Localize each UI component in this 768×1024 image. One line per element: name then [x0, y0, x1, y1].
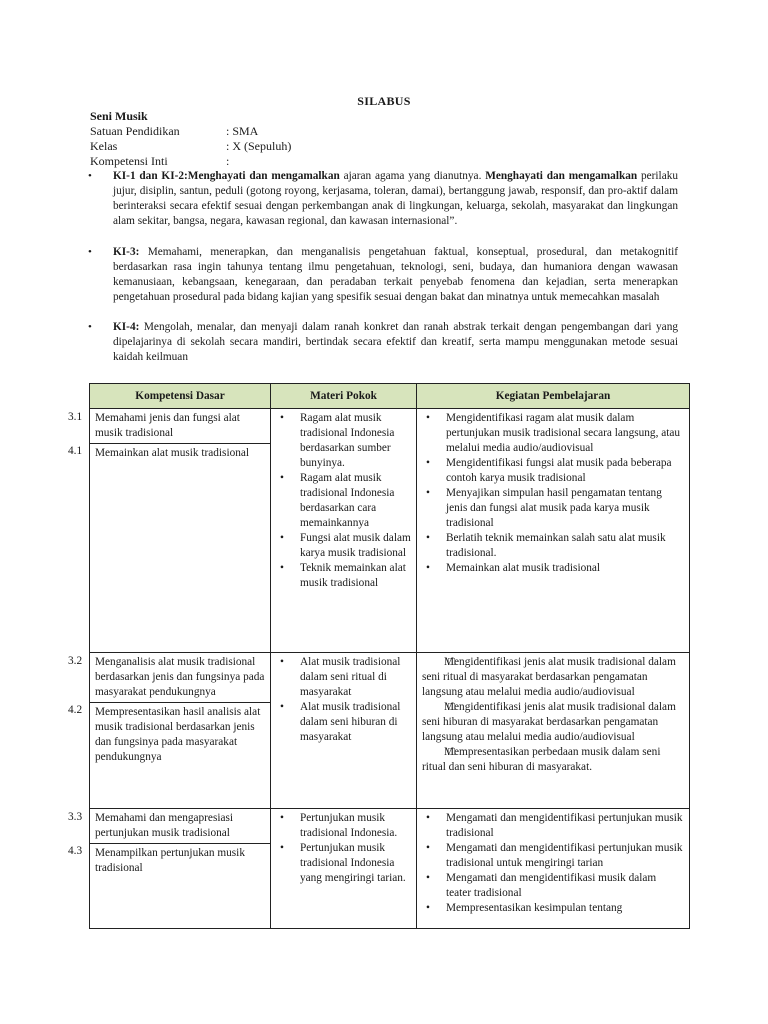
kompetensi-dasar-item: Memahami jenis dan fungsi alat musik tradisional — [95, 412, 240, 439]
list-item: • Menyajikan simpulan hasil pengamatan tentang jenis dan fungsi alat musik pada karya musik tradisional — [422, 486, 684, 531]
kompetensi-dasar-item: Memainkan alat musik tradisional — [90, 443, 270, 463]
ki-text-part: Menghayati dan mengamalkan — [485, 170, 638, 182]
ki-paragraph — [90, 169, 678, 229]
bullet-icon: • — [88, 321, 92, 333]
kompetensi-dasar-cell — [90, 409, 271, 653]
list-item: □ Mempresentasikan perbedaan musik dalam seni ritual dan seni hiburan di masyarakat. — [422, 745, 684, 775]
list-item: • Pertunjukan musik tradisional Indonesia yang mengiringi tarian. — [276, 841, 411, 886]
table-header-row — [90, 384, 690, 409]
kegiatan-pembelajaran-cell — [417, 653, 690, 809]
meta-row — [90, 154, 229, 169]
ki-text — [113, 245, 678, 305]
kegiatan-pembelajaran-cell — [417, 809, 690, 929]
list-item: • Ragam alat musik tradisional Indonesia berdasarkan sumber bunyinya. — [276, 411, 411, 471]
list-item: • Mengamati dan mengidentifikasi musik dalam teater tradisional — [422, 871, 684, 901]
ki-label: KI-4: — [113, 321, 140, 333]
ki-paragraph — [90, 320, 678, 365]
list-item: • Mengidentifikasi ragam alat musik dalam pertunjukan musik tradisional secara langsung, atau melalui media audio/audiovisual — [422, 411, 684, 456]
kd-number: 4.3 — [68, 845, 83, 857]
kompetensi-dasar-cell — [90, 809, 271, 929]
list-item: • Mengidentifikasi fungsi alat musik pada beberapa contoh karya musik tradisional — [422, 456, 684, 486]
kd-number: 3.1 — [68, 411, 83, 423]
kd-number: 3.2 — [68, 655, 83, 667]
silabus-table — [89, 383, 690, 929]
bullet-icon: • — [88, 246, 92, 258]
doc-title: SILABUS — [357, 94, 411, 108]
ki-text — [113, 169, 678, 229]
ki-paragraph — [90, 245, 678, 305]
kegiatan-pembelajaran-cell — [417, 409, 690, 653]
kompetensi-dasar-cell — [90, 653, 271, 809]
list-item: • Alat musik tradisional dalam seni hiburan di masyarakat — [276, 700, 411, 745]
materi-pokok-cell — [271, 409, 417, 653]
list-item: □ Mengidentifikasi jenis alat musik tradisional dalam seni hiburan di masyarakat berdasarkan pengamatan langsung atau melalui media audio/audiovisual — [422, 700, 684, 745]
list-item: • Mengamati dan mengidentifikasi pertunjukan musik tradisional — [422, 811, 684, 841]
ki-label: KI-1 dan KI-2: — [113, 170, 188, 182]
kompetensi-dasar-item: Menganalisis alat musik tradisional berdasarkan jenis dan fungsinya pada masyarakat pendukungnya — [95, 656, 265, 698]
list-item: • Alat musik tradisional dalam seni ritual di masyarakat — [276, 655, 411, 700]
meta-value: : X (Sepuluh) — [226, 139, 292, 153]
list-item: □ Mengidentifikasi jenis alat musik tradisional dalam seni ritual di masyarakat berdasarkan pengamatan langsung atau melalui media audio/audiovisual — [422, 655, 684, 700]
ki-text — [113, 320, 678, 365]
ki-label: KI-3: — [113, 246, 140, 258]
meta-key: Satuan Pendidikan — [90, 124, 180, 138]
ki-text-part: Mengolah, menalar, dan menyaji dalam ranah konkret dan ranah abstrak terkait dengan pengembangan dari yang dipelajarinya di sekolah secara mandiri, bertindak secara efektif dan kreatif, serta mampu menggunakan metode sesuai kaidah keilmuan — [113, 321, 678, 363]
meta-row — [90, 139, 291, 154]
table-row — [90, 809, 690, 929]
table-row — [90, 653, 690, 809]
list-item: • Berlatih teknik memainkan salah satu alat musik tradisional. — [422, 531, 684, 561]
kompetensi-dasar-item: Menampilkan pertunjukan musik tradisional — [90, 843, 270, 878]
doc-subject: Seni Musik — [90, 109, 148, 123]
list-item: • Mempresentasikan kesimpulan tentang — [422, 901, 684, 916]
kd-number: 4.1 — [68, 445, 83, 457]
materi-pokok-cell — [271, 809, 417, 929]
list-item: • Ragam alat musik tradisional Indonesia berdasarkan cara memainkannya — [276, 471, 411, 531]
ki-text-part: ajaran agama yang dianutnya. — [339, 170, 486, 182]
kd-number: 3.3 — [68, 811, 83, 823]
list-item: • Pertunjukan musik tradisional Indonesia. — [276, 811, 411, 841]
meta-row — [90, 124, 258, 139]
header-kompetensi-dasar: Kompetensi Dasar — [90, 384, 271, 409]
meta-key: Kelas — [90, 139, 118, 153]
meta-value: : — [226, 154, 230, 168]
kompetensi-dasar-item: Memahami dan mengapresiasi pertunjukan musik tradisional — [95, 812, 234, 839]
kompetensi-dasar-item: Mempresentasikan hasil analisis alat musik tradisional berdasarkan jenis dan fungsinya pada masyarakat pendukungnya — [90, 702, 270, 767]
list-item: • Teknik memainkan alat musik tradisional — [276, 561, 411, 591]
list-item: • Memainkan alat musik tradisional — [422, 561, 684, 576]
list-item: • Fungsi alat musik dalam karya musik tradisional — [276, 531, 411, 561]
header-kegiatan-pembelajaran: Kegiatan Pembelajaran — [417, 384, 690, 409]
meta-value: : SMA — [226, 124, 259, 138]
table-row — [90, 409, 690, 653]
meta-key: Kompetensi Inti — [90, 154, 168, 168]
ki-text-part: Memahami, menerapkan, dan menganalisis pengetahuan faktual, konseptual, prosedural, dan metakognitif berdasarkan rasa ingin tahunya tentang ilmu pengetahuan, teknologi, seni, budaya, dan humaniora dengan wawasan kemanusiaan, kebangsaan, kenegaraan, dan peradaban terkait penyebab fenomena dan kejadian, serta menerapkan pengetahuan prosedural pada bidang kajian yang spesifik sesuai dengan bakat dan minatnya untuk memecahkan masalah — [113, 246, 678, 303]
bullet-icon: • — [88, 170, 92, 182]
list-item: • Mengamati dan mengidentifikasi pertunjukan musik tradisional untuk mengiringi tarian — [422, 841, 684, 871]
header-materi-pokok: Materi Pokok — [271, 384, 417, 409]
materi-pokok-cell — [271, 653, 417, 809]
ki-text-part: perilaku jujur, disiplin, santun, peduli (gotong royong, kerjasama, toleran, damai), bertanggung jawab, responsif, dan pro-aktif dalam berinteraksi secara efektif sesuai dengan perkembangan anak di lingkungan, keluarga, sekolah, masyarakat dan lingkungan alam sekitar, bangsa, negara, kawasan regional, dan kawasan internasional”. — [113, 170, 679, 227]
kd-number: 4.2 — [68, 704, 83, 716]
ki-text-part: Menghayati dan mengamalkan — [187, 170, 340, 182]
